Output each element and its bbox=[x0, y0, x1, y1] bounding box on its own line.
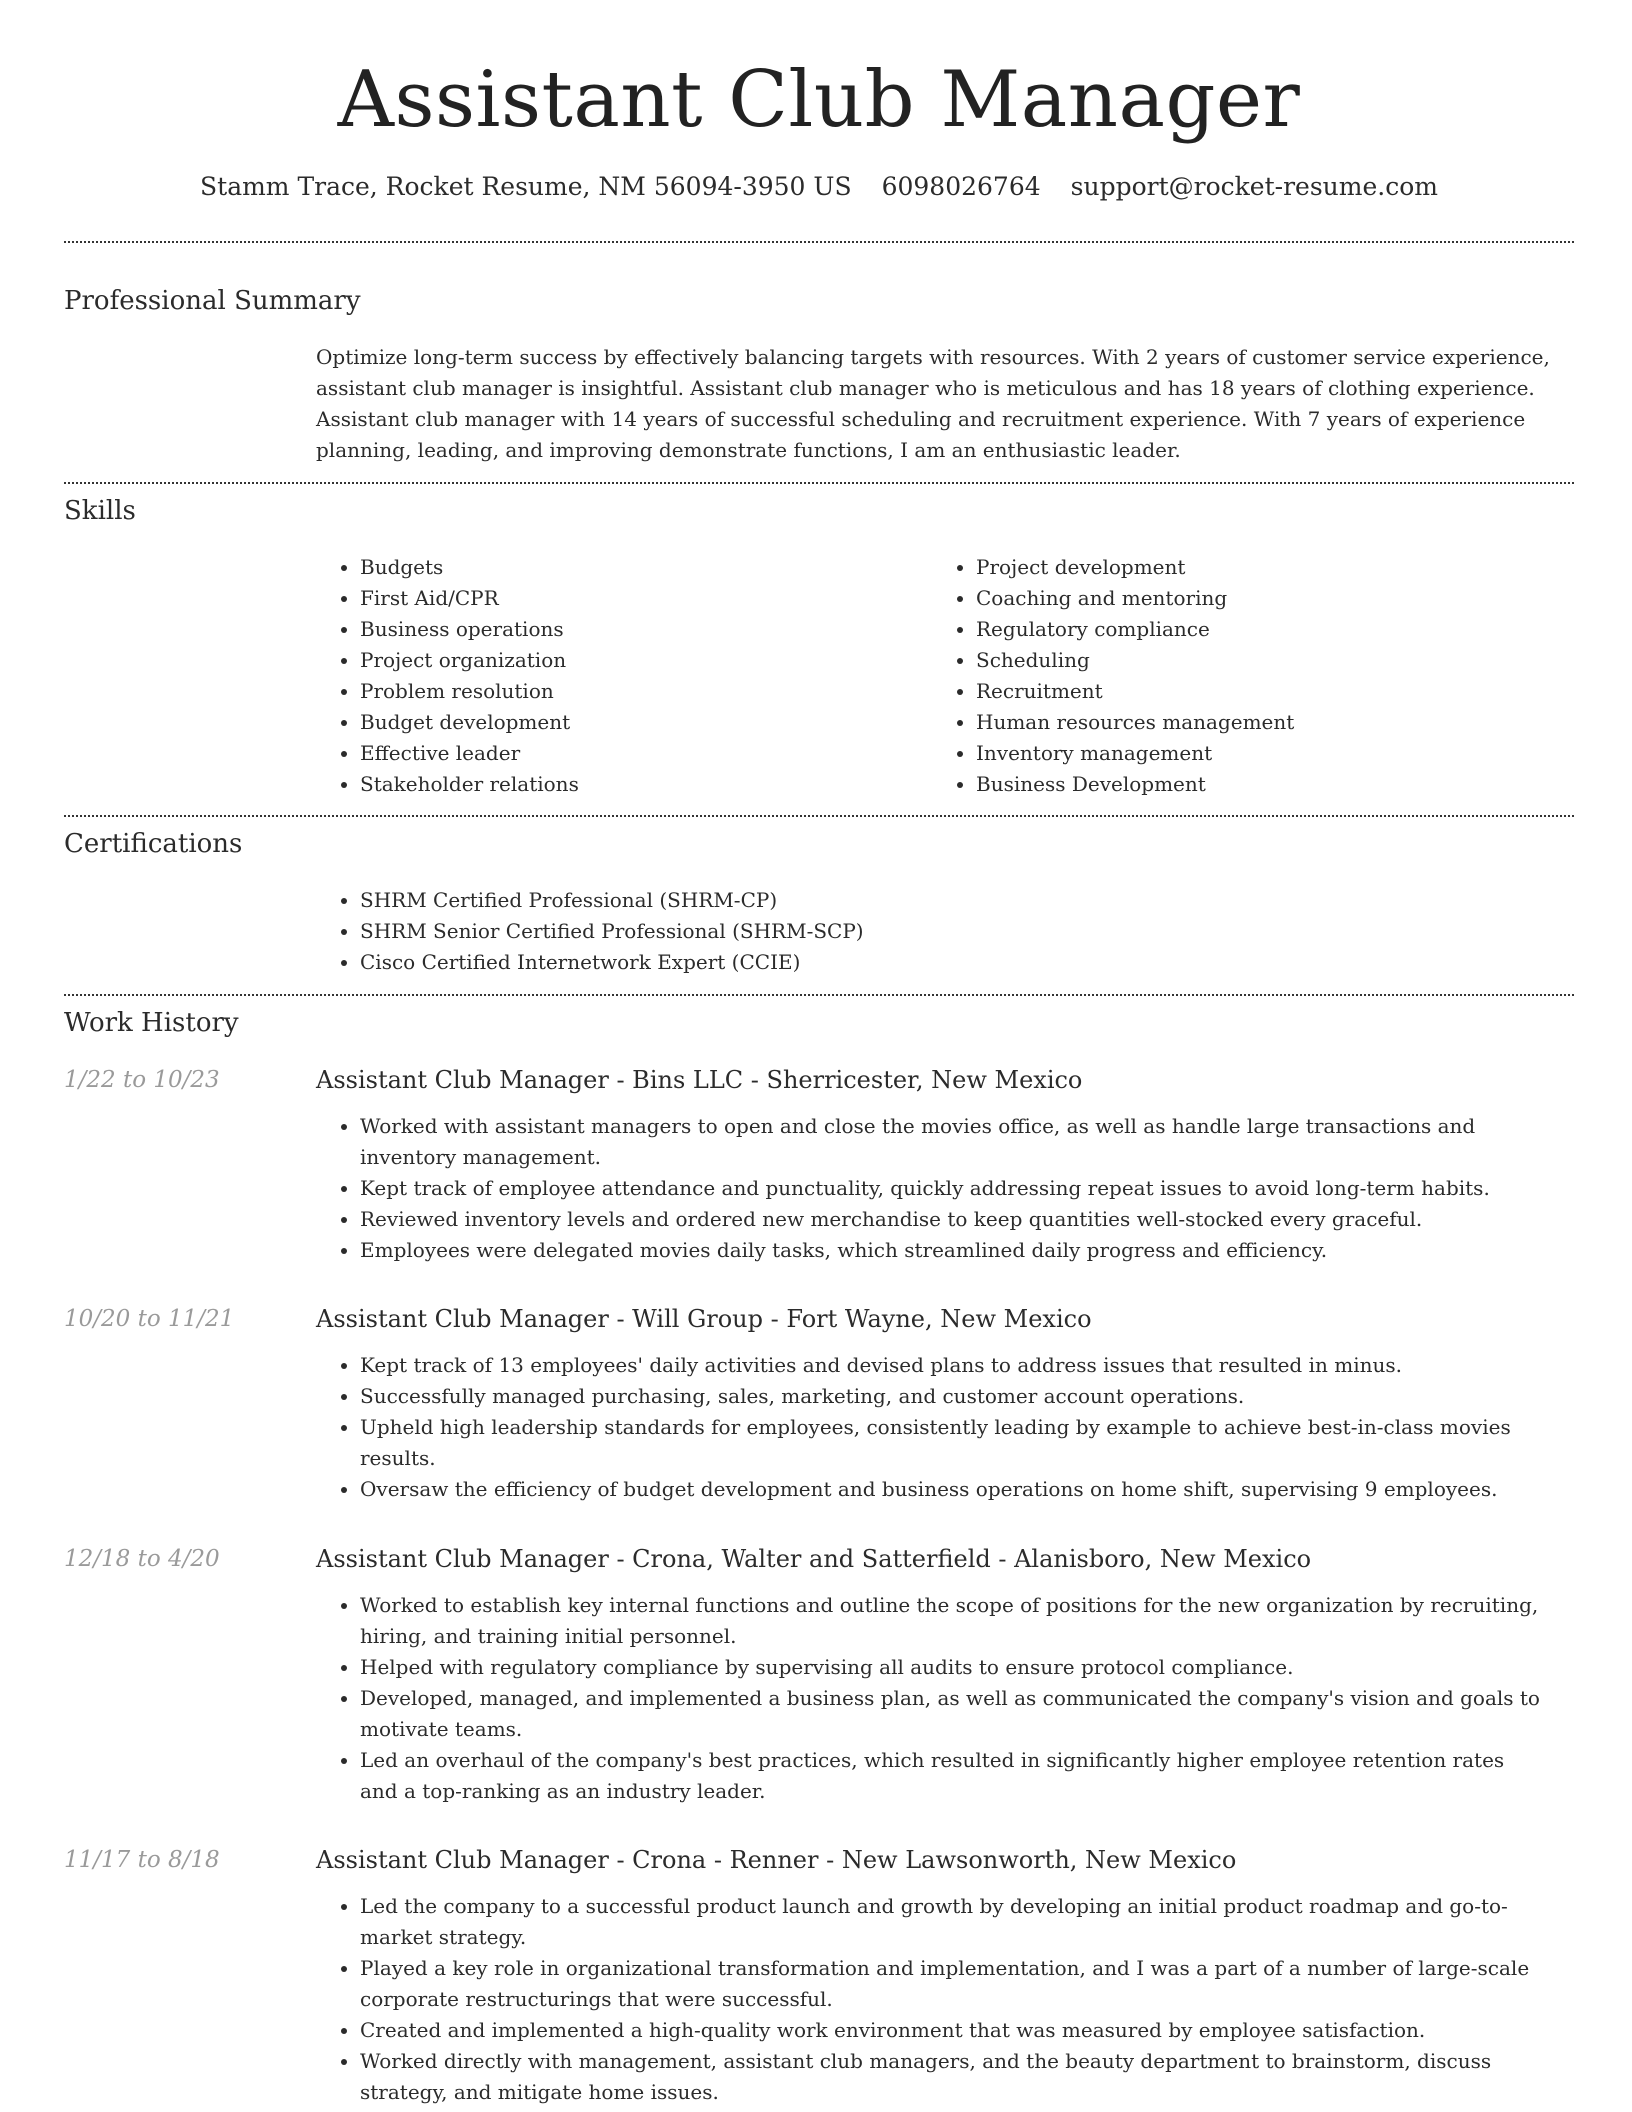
work-history-heading: Work History bbox=[64, 1008, 239, 1038]
summary-text: Optimize long-term success by effectively balancing targets with resources. With 2 years of customer service experience, assistant club manager is insightful. Assistant club manager who is meticulous and has 18 years of clothing experience. Assistant club manager with 14 years of successful scheduling and recruitment experience. With 7 years of experience planning, leading, and improving demonstrate functions, I am an enthusiastic leader. bbox=[316, 345, 1550, 462]
list-item: • Problem resolution bbox=[360, 676, 916, 707]
list-item: • Scheduling bbox=[976, 645, 1532, 676]
summary-divider bbox=[64, 482, 1574, 484]
contact-line bbox=[64, 170, 1574, 204]
list-item: • Business Development bbox=[976, 769, 1532, 800]
contact-email: support@rocket-resume.com bbox=[1070, 172, 1438, 201]
job-dates: 12/18 to 4/20 bbox=[64, 1546, 220, 1572]
job-bullets bbox=[316, 1111, 1541, 1266]
list-item: • Worked directly with management, assistant club managers, and the beauty department to brainstorm, discuss strategy, and mitigate home issues. bbox=[360, 2046, 1541, 2108]
skills-heading: Skills bbox=[64, 496, 136, 526]
list-item: • Created and implemented a high-quality work environment that was measured by employee satisfaction. bbox=[360, 2015, 1541, 2046]
contact-phone: 6098026764 bbox=[881, 172, 1041, 201]
certifications-list bbox=[316, 885, 1216, 978]
skills-divider bbox=[64, 815, 1574, 817]
list-item: • Upheld high leadership standards for employees, consistently leading by example to achieve best-in-class movies results. bbox=[360, 1412, 1541, 1474]
skills-right-column bbox=[932, 552, 1532, 800]
list-item: • Played a key role in organizational transformation and implementation, and I was a part of a number of large-scale corporate restructurings that were successful. bbox=[360, 1953, 1541, 2015]
job-bullets bbox=[316, 1590, 1541, 1807]
list-item: • Business operations bbox=[360, 614, 916, 645]
job-title: Assistant Club Manager - Crona, Walter and Satterfield - Alanisboro, New Mexico bbox=[316, 1545, 1312, 1573]
list-item: • Recruitment bbox=[976, 676, 1532, 707]
certifications-list-wrap bbox=[316, 885, 1216, 978]
list-item: • Cisco Certified Internetwork Expert (CCIE) bbox=[360, 947, 1216, 978]
list-item: • Project organization bbox=[360, 645, 916, 676]
job-dates: 10/20 to 11/21 bbox=[64, 1306, 235, 1332]
job-bullets bbox=[316, 1891, 1541, 2108]
list-item: • Reviewed inventory levels and ordered new merchandise to keep quantities well-stocked every graceful. bbox=[360, 1204, 1541, 1235]
list-item: • First Aid/CPR bbox=[360, 583, 916, 614]
list-item: • Worked to establish key internal functions and outline the scope of positions for the new organization by recruiting, hiring, and training initial personnel. bbox=[360, 1590, 1541, 1652]
job-title: Assistant Club Manager - Bins LLC - Sherricester, New Mexico bbox=[316, 1066, 1083, 1094]
job-title: Assistant Club Manager - Will Group - Fort Wayne, New Mexico bbox=[316, 1305, 1092, 1333]
job-dates: 1/22 to 10/23 bbox=[64, 1067, 220, 1093]
list-item: • Successfully managed purchasing, sales, marketing, and customer account operations. bbox=[360, 1381, 1541, 1412]
summary-heading: Professional Summary bbox=[64, 286, 361, 316]
list-item: • Budget development bbox=[360, 707, 916, 738]
skills-left-column bbox=[316, 552, 916, 800]
list-item: • Led the company to a successful product launch and growth by developing an initial product roadmap and go-to-market strategy. bbox=[360, 1891, 1541, 1953]
header-divider bbox=[64, 241, 1574, 243]
list-item: • Budgets bbox=[360, 552, 916, 583]
list-item: • SHRM Senior Certified Professional (SHRM-SCP) bbox=[360, 916, 1216, 947]
resume-name: Assistant Club Manager bbox=[337, 55, 1301, 145]
list-item: • Effective leader bbox=[360, 738, 916, 769]
list-item: • Kept track of 13 employees' daily activities and devised plans to address issues that resulted in minus. bbox=[360, 1350, 1541, 1381]
list-item: • Helped with regulatory compliance by supervising all audits to ensure protocol compliance. bbox=[360, 1652, 1541, 1683]
list-item: • Led an overhaul of the company's best practices, which resulted in significantly higher employee retention rates and a top-ranking as an industry leader. bbox=[360, 1745, 1541, 1807]
list-item: • Oversaw the efficiency of budget development and business operations on home shift, supervising 9 employees. bbox=[360, 1474, 1541, 1505]
contact-address: Stamm Trace, Rocket Resume, NM 56094-3950 US bbox=[200, 172, 852, 201]
skills-right-list bbox=[932, 552, 1532, 800]
list-item: • Worked with assistant managers to open and close the movies office, as well as handle large transactions and inventory management. bbox=[360, 1111, 1541, 1173]
list-item: • Inventory management bbox=[976, 738, 1532, 769]
list-item: • Stakeholder relations bbox=[360, 769, 916, 800]
list-item: • Employees were delegated movies daily tasks, which streamlined daily progress and efficiency. bbox=[360, 1235, 1541, 1266]
list-item: • Kept track of employee attendance and punctuality, quickly addressing repeat issues to avoid long-term habits. bbox=[360, 1173, 1541, 1204]
list-item: • SHRM Certified Professional (SHRM-CP) bbox=[360, 885, 1216, 916]
certifications-heading: Certifications bbox=[64, 829, 243, 859]
list-item: • Coaching and mentoring bbox=[976, 583, 1532, 614]
list-item: • Human resources management bbox=[976, 707, 1532, 738]
list-item: • Developed, managed, and implemented a business plan, as well as communicated the company's vision and goals to motivate teams. bbox=[360, 1683, 1541, 1745]
list-item: • Project development bbox=[976, 552, 1532, 583]
job-title: Assistant Club Manager - Crona - Renner - New Lawsonworth, New Mexico bbox=[316, 1846, 1237, 1874]
skills-left-list bbox=[316, 552, 916, 800]
list-item: • Regulatory compliance bbox=[976, 614, 1532, 645]
job-dates: 11/17 to 8/18 bbox=[64, 1847, 220, 1873]
job-bullets bbox=[316, 1350, 1541, 1505]
certifications-divider bbox=[64, 994, 1574, 996]
